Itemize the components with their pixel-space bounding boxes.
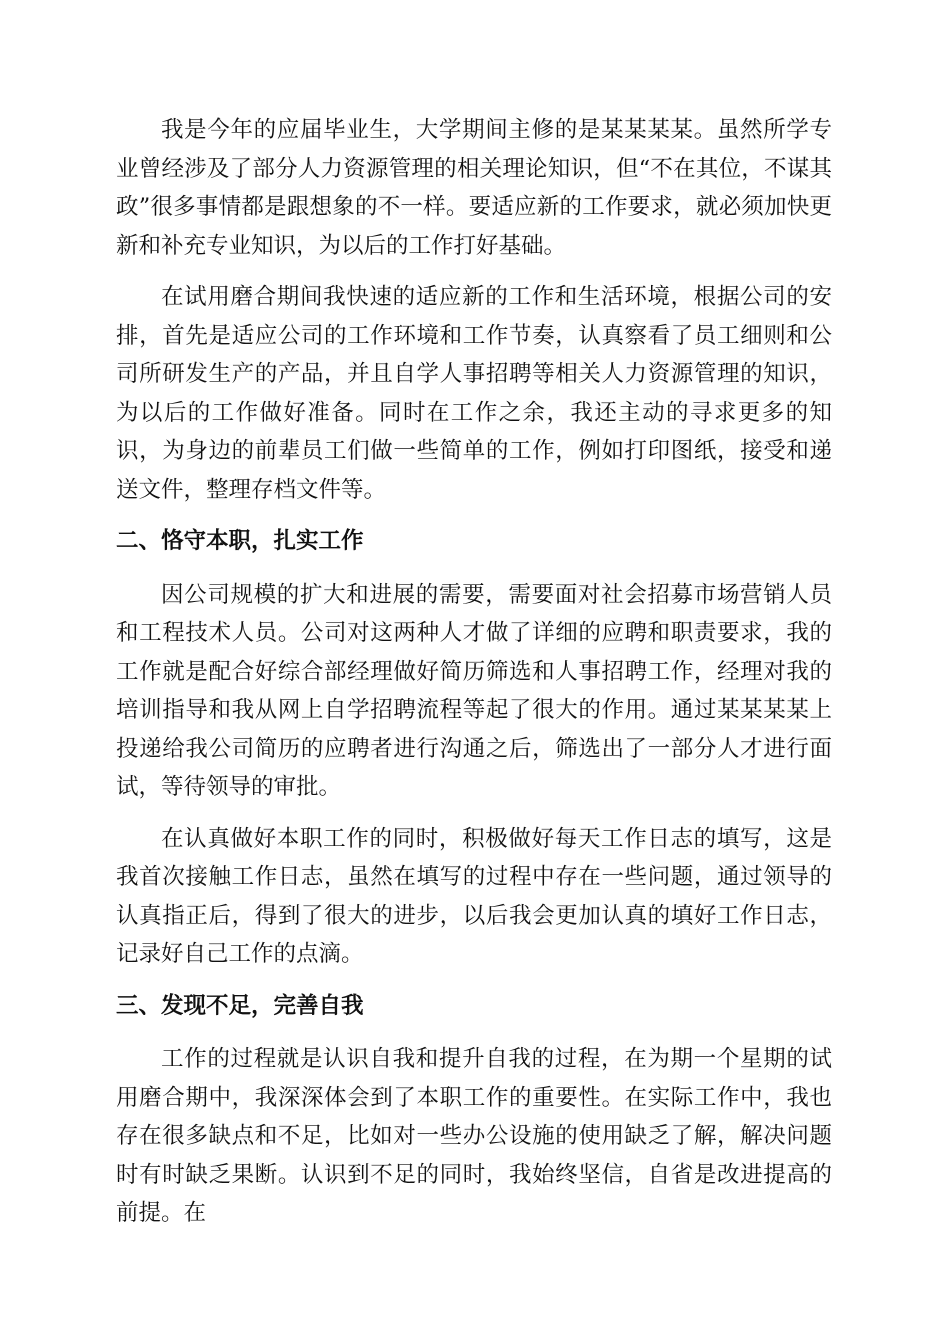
paragraph-intro: 我是今年的应届毕业生，大学期间主修的是某某某某。虽然所学专业曾经涉及了部分人力资源管理的相关理论知识，但“不在其位，不谋其政”很多事情都是跟想象的不一样。要适应新的工作要求，就必须加快更新和补充专业知识，为以后的工作打好基础。 xyxy=(116,117,832,259)
section-heading-3: 三、发现不足，完善自我 xyxy=(116,992,364,1019)
paragraph-self-improvement: 工作的过程就是认识自我和提升自我的过程，在为期一个星期的试用磨合期中，我深深体会到了本职工作的重要性。在实际工作中，我也存在很多缺点和不足，比如对一些办公设施的使用缺乏了解，解决问题时有时缺乏果断。认识到不足的同时，我始终坚信，自省是改进提高的前提。在 xyxy=(116,1046,832,1226)
paragraph-trial-period: 在试用磨合期间我快速的适应新的工作和生活环境，根据公司的安排，首先是适应公司的工作环境和工作节奏，认真察看了员工细则和公司所研发生产的产品，并且自学人事招聘等相关人力资源管理的知识，为以后的工作做好准备。同时在工作之余，我还主动的寻求更多的知识，为身边的前辈员工们做一些简单的工作，例如打印图纸，接受和递送文件，整理存档文件等。 xyxy=(116,284,832,503)
paragraph-recruitment: 因公司规模的扩大和进展的需要，需要面对社会招募市场营销人员和工程技术人员。公司对这两种人才做了详细的应聘和职责要求，我的工作就是配合好综合部经理做好简历筛选和人事招聘工作，经理对我的培训指导和我从网上自学招聘流程等起了很大的作用。通过某某某某上投递给我公司简历的应聘者进行沟通之后，筛选出了一部分人才进行面试，等待领导的审批。 xyxy=(116,581,832,800)
paragraph-work-log: 在认真做好本职工作的同时，积极做好每天工作日志的填写，这是我首次接触工作日志，虽然在填写的过程中存在一些问题，通过领导的认真指正后，得到了很大的进步，以后我会更加认真的填好工作日志，记录好自己工作的点滴。 xyxy=(116,825,832,967)
section-heading-2: 二、恪守本职，扎实工作 xyxy=(116,528,364,554)
document-page xyxy=(116,111,832,1246)
